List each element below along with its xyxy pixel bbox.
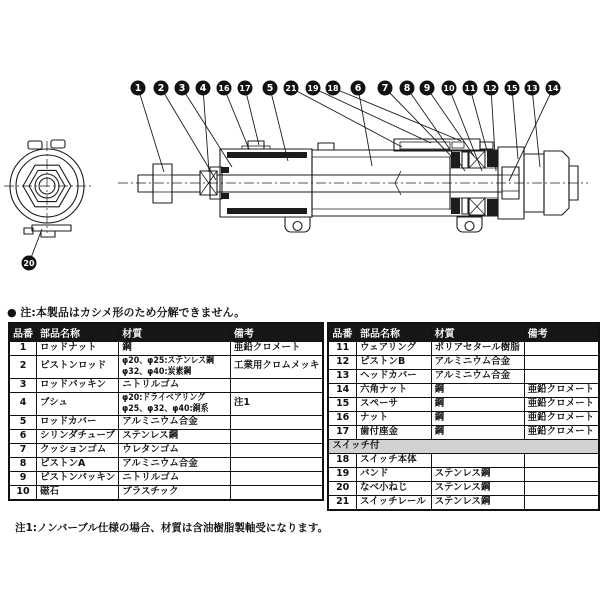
material-cell: ニトリルゴム	[119, 378, 231, 392]
part-name-cell: ロッドパッキン	[37, 378, 119, 392]
remark-cell: 亜鉛クロメート	[524, 398, 599, 412]
parts-table-left	[8, 322, 324, 501]
leader-line	[532, 88, 540, 167]
table-row	[9, 392, 323, 415]
remark-cell	[524, 342, 599, 356]
material-cell: アルミニウム合金	[119, 415, 231, 429]
callout-number: 8	[403, 83, 411, 95]
part-no-cell: 15	[328, 398, 356, 412]
part-name-cell: ナット	[357, 412, 432, 426]
remark-cell	[524, 496, 599, 511]
material-cell: プラスチック	[119, 485, 231, 500]
column-header: 材質	[119, 323, 231, 342]
remark-cell	[230, 471, 323, 485]
part-no-cell: 17	[328, 426, 356, 440]
mounting-foot-left	[285, 217, 310, 232]
remark-cell: 亜鉛クロメート	[524, 384, 599, 398]
table-row	[328, 496, 599, 511]
remark-cell	[524, 482, 599, 496]
callout-number: 13	[526, 84, 538, 94]
part-name-cell: ブシュ	[37, 392, 119, 415]
part-no-cell: 13	[328, 370, 356, 384]
callout-number: 16	[218, 84, 230, 94]
column-header: 部品名称	[357, 323, 432, 342]
table-row	[328, 412, 599, 426]
part-no-cell: 18	[328, 454, 356, 468]
callout-number: 14	[547, 84, 559, 94]
part-name-cell: ピストンパッキン	[37, 471, 119, 485]
part-name-cell: ピストンロッド	[37, 356, 119, 379]
table-row	[328, 398, 599, 412]
table-row	[9, 415, 323, 429]
part-no-cell: 11	[328, 342, 356, 356]
leader-line	[333, 88, 461, 141]
part-name-cell: スイッチ本体	[357, 454, 432, 468]
part-no-cell: 16	[328, 412, 356, 426]
table-row	[9, 342, 323, 356]
callout-number: 5	[266, 83, 274, 95]
part-no-cell: 4	[9, 392, 37, 415]
remark-cell	[524, 468, 599, 482]
material-cell: 鋼	[431, 398, 524, 412]
leader-line	[182, 88, 232, 167]
section-label-cell: スイッチ付	[328, 440, 599, 454]
remark-cell: 亜鉛クロメート	[524, 412, 599, 426]
table-row	[328, 426, 599, 440]
leader-line	[512, 88, 518, 159]
callout-number: 3	[178, 83, 186, 95]
material-cell: アルミニウム合金	[431, 356, 524, 370]
part-name-cell: 六角ナット	[357, 384, 432, 398]
part-name-cell: ピストンA	[37, 457, 119, 471]
table-row	[9, 378, 323, 392]
mounting-foot-right	[457, 217, 482, 232]
end-view	[4, 140, 91, 237]
table-row	[9, 356, 323, 379]
part-no-cell: 6	[9, 429, 37, 443]
material-cell: ポリアセタール樹脂	[431, 342, 524, 356]
leader-line	[161, 88, 216, 180]
part-name-cell: ロッドナット	[37, 342, 119, 356]
leader-line	[358, 88, 372, 166]
part-no-cell: 20	[328, 482, 356, 496]
callout-number: 20	[23, 259, 35, 269]
column-header: 備考	[524, 323, 599, 342]
remark-cell	[230, 485, 323, 500]
part-name-cell: クッションゴム	[37, 443, 119, 457]
remark-cell	[524, 454, 599, 468]
column-header: 部品名称	[37, 323, 119, 342]
material-cell: アルミニウム合金	[119, 457, 231, 471]
part-name-cell: ピストンB	[357, 356, 432, 370]
column-header: 品番	[328, 323, 356, 342]
parts-tables	[8, 322, 600, 511]
table-row	[9, 457, 323, 471]
remark-cell	[230, 429, 323, 443]
callout-number: 6	[354, 83, 362, 95]
section-row	[328, 440, 599, 454]
remark-cell	[230, 415, 323, 429]
material-cell: 鋼	[119, 342, 231, 356]
part-name-cell: 磁石	[37, 485, 119, 500]
part-name-cell: シリンダチューブ	[37, 429, 119, 443]
remark-cell: 亜鉛クロメート	[230, 342, 323, 356]
part-name-cell: スペーサ	[357, 398, 432, 412]
callout-number: 12	[485, 84, 497, 94]
material-cell: ステンレス鋼	[431, 482, 524, 496]
table-row	[328, 342, 599, 356]
callout-number: 17	[239, 84, 251, 94]
column-header: 備考	[230, 323, 323, 342]
callout-number: 2	[157, 83, 165, 95]
part-no-cell: 3	[9, 378, 37, 392]
leader-line	[291, 88, 402, 147]
callout-number: 4	[199, 83, 207, 95]
part-no-cell: 21	[328, 496, 356, 511]
part-no-cell: 19	[328, 468, 356, 482]
leader-line	[138, 88, 164, 172]
part-name-cell: バンド	[357, 468, 432, 482]
part-no-cell: 1	[9, 342, 37, 356]
part-name-cell: スイッチレール	[357, 496, 432, 511]
material-cell: ステンレス鋼	[431, 496, 524, 511]
table-header-left	[9, 323, 323, 342]
callout-number: 7	[381, 83, 389, 95]
part-no-cell: 12	[328, 356, 356, 370]
material-cell: 鋼	[431, 412, 524, 426]
part-no-cell: 14	[328, 384, 356, 398]
part-name-cell: ヘッドカバー	[357, 370, 432, 384]
remark-cell: 工業用クロムメッキ	[230, 356, 323, 379]
part-no-cell: 10	[9, 485, 37, 500]
rod-cover	[210, 141, 312, 217]
remark-cell	[230, 457, 323, 471]
part-name-cell: 歯付座金	[357, 426, 432, 440]
material-cell: ステンレス鋼	[431, 468, 524, 482]
parts-table-right	[327, 322, 600, 511]
part-name-cell: ウェアリング	[357, 342, 432, 356]
table-row	[328, 482, 599, 496]
callout-number: 10	[443, 84, 455, 94]
material-cell: φ20、φ25:ステンレス鋼 φ32、φ40:炭素鋼	[119, 356, 231, 379]
column-header: 材質	[431, 323, 524, 342]
table-row	[328, 370, 599, 384]
remark-cell	[230, 443, 323, 457]
callout-number: 19	[307, 84, 319, 94]
table-row	[328, 454, 599, 468]
leader-line	[427, 88, 474, 156]
table-row	[328, 468, 599, 482]
table-row	[9, 485, 323, 500]
callout-number: 18	[327, 84, 339, 94]
piston-assembly	[450, 150, 502, 216]
remark-cell: 注1	[230, 392, 323, 415]
table-row	[328, 356, 599, 370]
material-cell: 鋼	[431, 426, 524, 440]
material-cell	[431, 454, 524, 468]
port-boss-left	[28, 141, 42, 149]
table-row	[9, 429, 323, 443]
callout-number: 21	[285, 84, 297, 94]
part-name-cell: なべ小ねじ	[357, 482, 432, 496]
note-disassembly: ● 注:本製品はカシメ形のため分解できません。	[7, 306, 246, 319]
material-cell: 鋼	[431, 384, 524, 398]
table-header-right	[328, 323, 599, 342]
table-row	[9, 443, 323, 457]
table-row	[9, 471, 323, 485]
remark-cell	[524, 370, 599, 384]
leader-line	[245, 88, 259, 145]
note-1: 注1:ノンバーブル仕様の場合、材質は含油樹脂製軸受になります。	[15, 522, 329, 534]
material-cell: アルミニウム合金	[431, 370, 524, 384]
port-boss-right	[51, 140, 65, 148]
callout-number: 9	[423, 83, 431, 95]
material-cell: ニトリルゴム	[119, 471, 231, 485]
rod-nut	[153, 164, 172, 203]
material-cell: ウレタンゴム	[119, 443, 231, 457]
part-no-cell: 9	[9, 471, 37, 485]
table-row	[328, 384, 599, 398]
column-header: 品番	[9, 323, 37, 342]
part-no-cell: 8	[9, 457, 37, 471]
callout-number: 1	[134, 83, 142, 95]
callout-number: 15	[506, 84, 518, 94]
remark-cell: 亜鉛クロメート	[524, 426, 599, 440]
remark-cell	[230, 378, 323, 392]
switch-rail-end-bracket	[24, 225, 71, 237]
part-name-cell: ロッドカバー	[37, 415, 119, 429]
leader-line	[224, 88, 249, 149]
callout-number: 11	[464, 84, 476, 94]
material-cell: ステンレス鋼	[119, 429, 231, 443]
leader-line	[270, 88, 288, 161]
part-no-cell: 5	[9, 415, 37, 429]
rod-tip	[138, 175, 153, 192]
part-no-cell: 2	[9, 356, 37, 379]
remark-cell	[524, 356, 599, 370]
material-cell: φ20:ドライベアリング φ25、φ32、φ40:銅系	[119, 392, 231, 415]
part-no-cell: 7	[9, 443, 37, 457]
